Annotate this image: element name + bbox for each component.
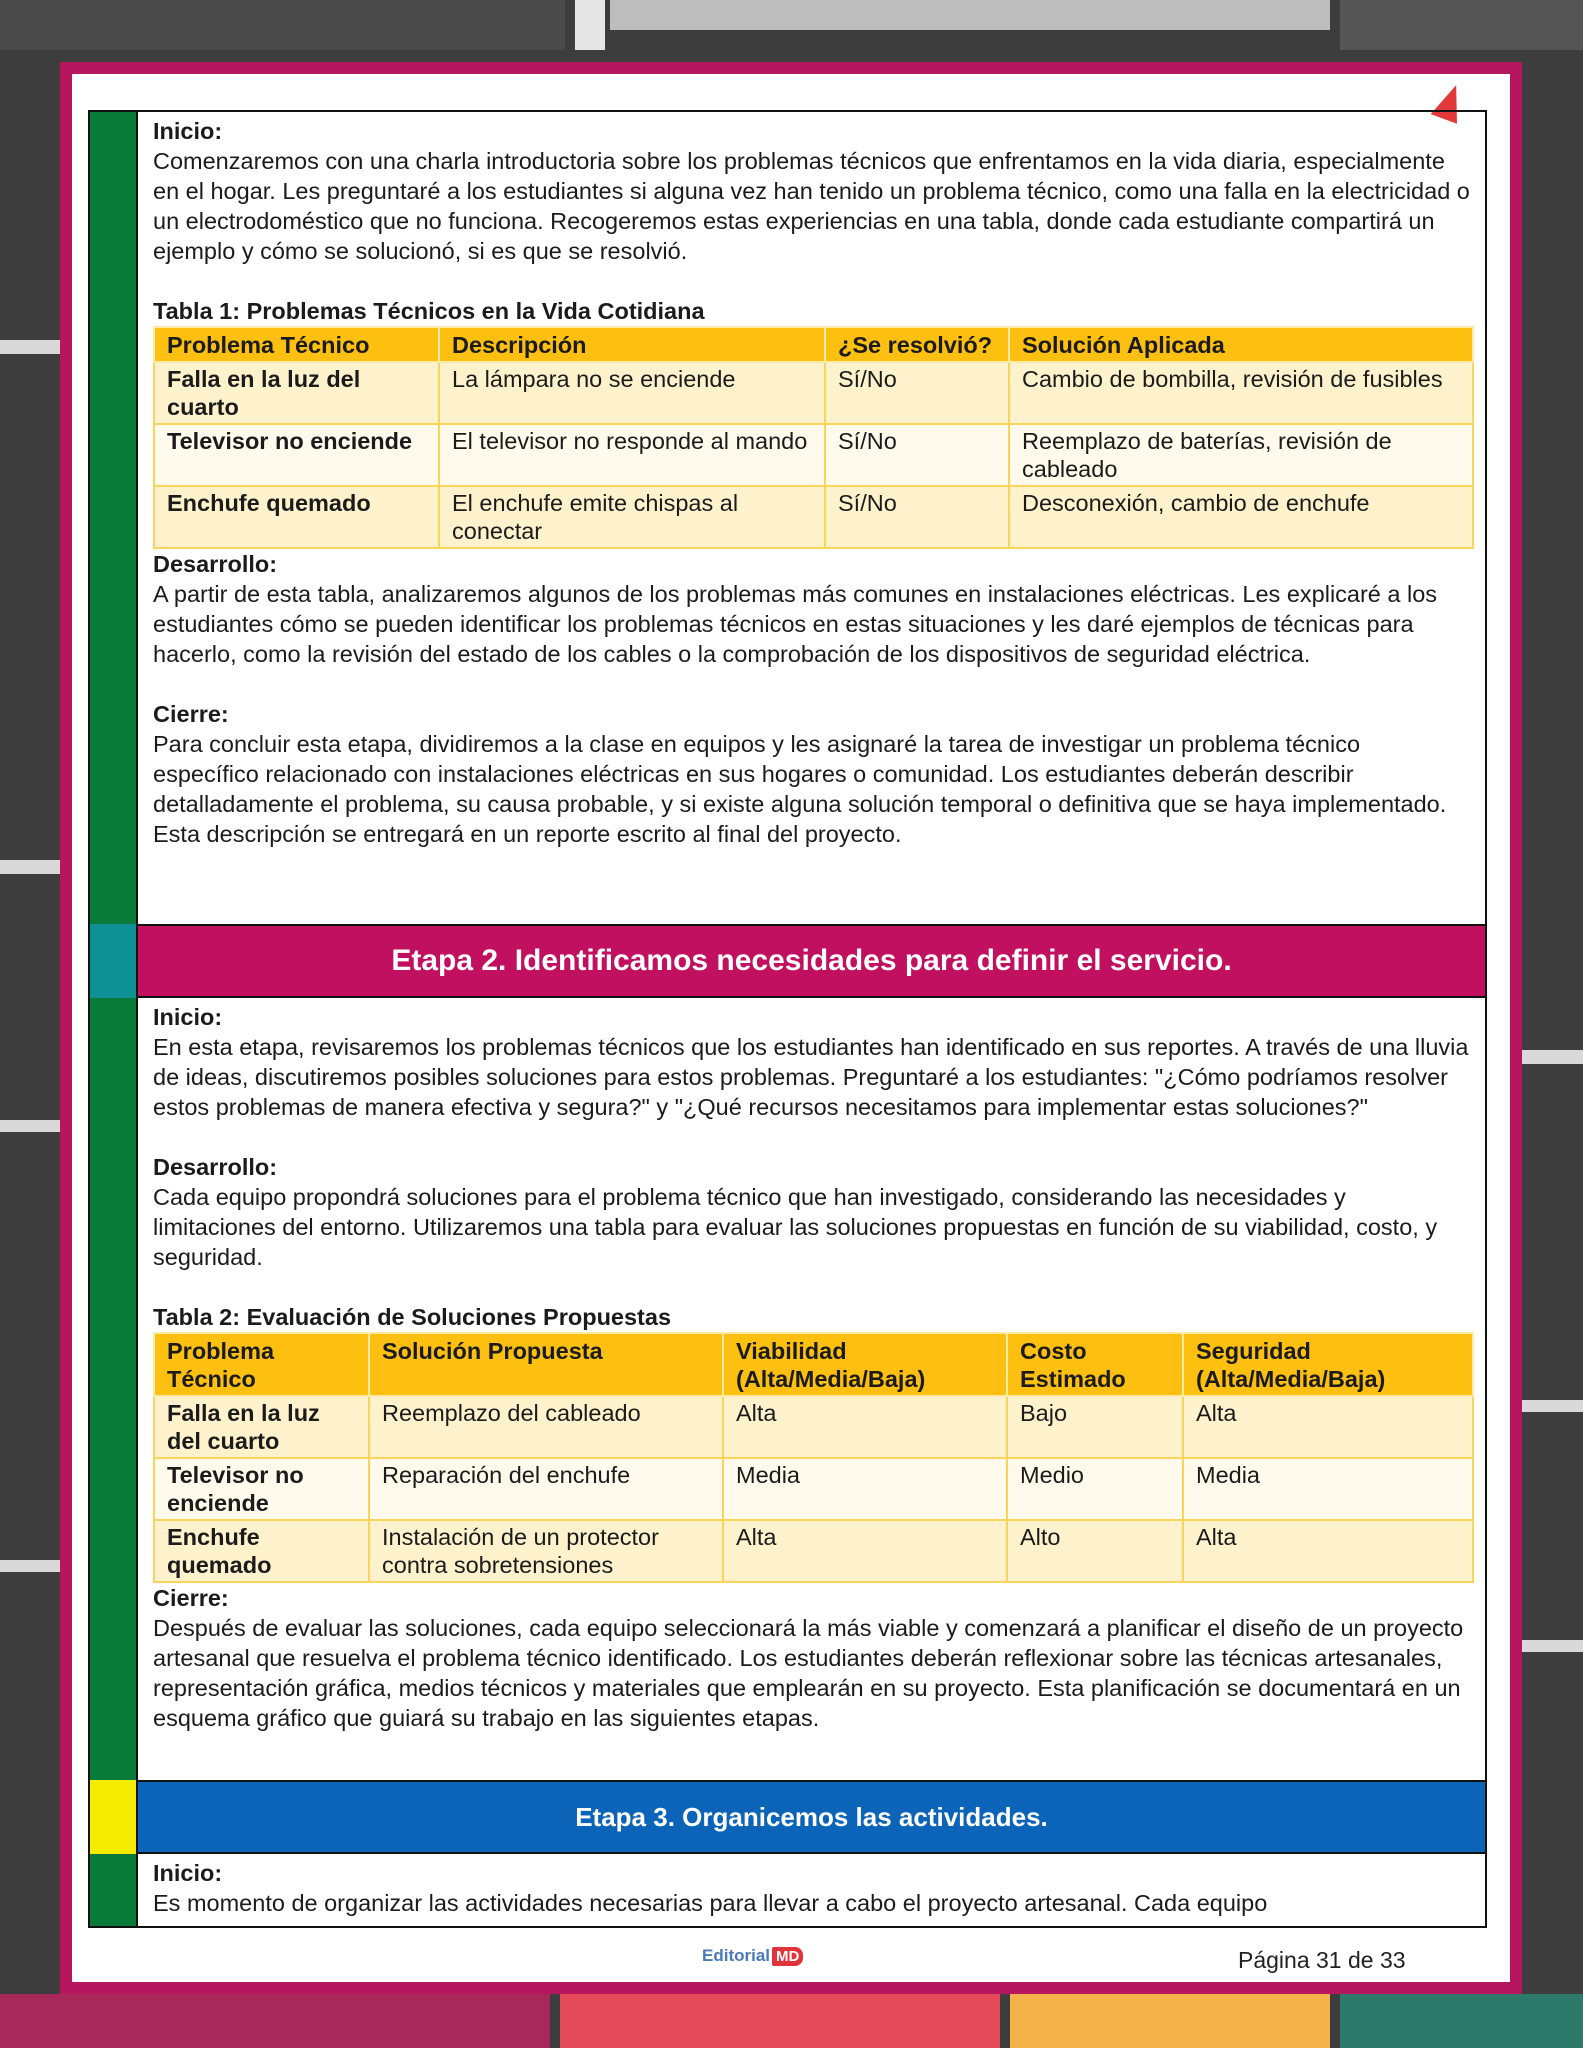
table-cell: Media [1183,1458,1473,1520]
table-row [154,1520,1473,1582]
table-cell: Sí/No [825,424,1009,486]
table-row [154,1396,1473,1458]
table-header-cell: Viabilidad (Alta/Media/Baja) [723,1333,1007,1396]
table-cell: Reemplazo de baterías, revisión de cableado [1009,424,1473,486]
stage2-banner: Etapa 2. Identificamos necesidades para definir el servicio. [138,924,1485,998]
inicio-label: Inicio: [153,1860,223,1886]
stage2-content [138,998,1485,1890]
table2-caption: Tabla 2: Evaluación de Soluciones Propuestas [153,1304,672,1330]
table-cell: Falla en la luz del cuarto [154,1396,369,1458]
desarrollo-text: A partir de esta tabla, analizaremos algunos de los problemas más comunes en instalaciones eléctricas. Les explicaré a los estudiantes cómo se pueden identificar los problemas técnicos en estas situaciones y les daré ejemplos de técnicas para hacerlo, como la revisión del estado de los cables o la comprobación de los dispositivos de seguridad eléctrica. [153,581,1438,667]
background-tile [610,0,1330,30]
table-header-cell: Seguridad (Alta/Media/Baja) [1183,1333,1473,1396]
inicio-text: En esta etapa, revisaremos los problemas técnicos que los estudiantes han identificado en sus reportes. A través de una lluvia de ideas, discutiremos posibles soluciones para estos problemas. Preguntaré a los estudiantes: "¿Cómo podríamos resolver estos problemas de manera efectiva y segura?" y "¿Qué recursos necesitamos para implementar estas soluciones?" [153,1034,1469,1120]
inicio-text: Es momento de organizar las actividades necesarias para llevar a cabo el proyecto artesanal. Cada equipo [153,1890,1268,1916]
background-tile [1522,1400,1583,1412]
table-cell: Bajo [1007,1396,1183,1458]
table-header-cell: ¿Se resolvió? [825,327,1009,362]
table-row [154,1458,1473,1520]
inicio-label: Inicio: [153,118,223,144]
lesson-plan-frame [88,110,1487,1928]
table-cell: Televisor no enciende [154,424,439,486]
background-tile [0,0,565,50]
table-header-cell: Descripción [439,327,825,362]
table-cell: Enchufe quemado [154,486,439,548]
desarrollo-label: Desarrollo: [153,1154,278,1180]
background-tile [1522,1640,1583,1652]
table-cell: Alta [723,1396,1007,1458]
table-cell: Alta [1183,1520,1473,1582]
inicio-text: Comenzaremos con una charla introductoria sobre los problemas técnicos que enfrentamos en la vida diaria, especialmente en el hogar. Les preguntaré a los estudiantes si alguna vez han tenido un problema técnico, como una falla en la electricidad o un electrodoméstico que no funciona. Recogeremos estas experiencias en una tabla, donde cada estudiante compartirá un ejemplo y cómo se solucionó, si es que se resolvió. [153,148,1470,264]
table-cell: Sí/No [825,362,1009,424]
desarrollo-label: Desarrollo: [153,551,278,577]
desarrollo-text: Cada equipo propondrá soluciones para el problema técnico que han investigado, considerando las necesidades y limitaciones del entorno. Utilizaremos una tabla para evaluar las soluciones propuestas en función de su viabilidad, costo, y seguridad. [153,1184,1438,1270]
table-cell: El televisor no responde al mando [439,424,825,486]
table-row [154,362,1473,424]
cierre-label: Cierre: [153,1585,229,1611]
table-cell: Media [723,1458,1007,1520]
background-tile [0,340,60,354]
table2 [153,1332,1474,1583]
table-cell: Televisor no enciende [154,1458,369,1520]
table-header-cell: Solución Propuesta [369,1333,723,1396]
background-tile [560,1994,1000,2048]
background-tile [575,0,605,50]
table-cell: Alta [723,1520,1007,1582]
page-number: Página 31 de 33 [1238,1947,1406,1973]
stage1-content [138,112,1485,924]
table-header-row [154,1333,1473,1396]
stage2-side-bar [90,998,138,1890]
stage1-side-bar [90,112,138,924]
logo-mark: MD [772,1947,803,1966]
cierre-label: Cierre: [153,701,229,727]
table-row [154,486,1473,548]
background-tile [1340,1994,1583,2048]
table-cell: Reparación del enchufe [369,1458,723,1520]
table-cell: La lámpara no se enciende [439,362,825,424]
background-tile [1522,1050,1583,1064]
table-header-row [154,327,1473,362]
logo-text: Editorial [702,1946,771,1965]
table-cell: Reemplazo del cableado [369,1396,723,1458]
cierre-text: Después de evaluar las soluciones, cada equipo seleccionará la más viable y comenzará a planificar el diseño de un proyecto artesanal que resuelva el problema técnico identificado. Los estudiantes deberán reflexionar sobre las técnicas artesanales, representación gráfica, medios técnicos y materiales que emplearán en su proyecto. Esta planificación se documentará en un esquema gráfico que guiará su trabajo en las siguientes etapas. [153,1615,1464,1731]
background-tile [1340,0,1583,50]
stage3-side-bar [90,1854,138,1926]
background-tile [0,860,60,874]
table-header-cell: Costo Estimado [1007,1333,1183,1396]
table-header-cell: Problema Técnico [154,327,439,362]
background-tile [0,1120,60,1132]
table-header-cell: Problema Técnico [154,1333,369,1396]
table-row [154,424,1473,486]
table-cell: El enchufe emite chispas al conectar [439,486,825,548]
cierre-text: Para concluir esta etapa, dividiremos a la clase en equipos y les asignaré la tarea de investigar un problema técnico específico relacionado con instalaciones eléctricas en sus hogares o comunidad. Los estudiantes deberán describir detalladamente el problema, su causa probable, y si existe alguna solución temporal o definitiva que se haya implementado. Esta descripción se entregará en un reporte escrito al final del proyecto. [153,731,1447,847]
table-cell: Enchufe quemado [154,1520,369,1582]
table-cell: Desconexión, cambio de enchufe [1009,486,1473,548]
table-cell: Cambio de bombilla, revisión de fusibles [1009,362,1473,424]
table-cell: Sí/No [825,486,1009,548]
table-header-cell: Solución Aplicada [1009,327,1473,362]
stage3-side-marker [90,1780,138,1854]
table-cell: Instalación de un protector contra sobretensiones [369,1520,723,1582]
table1 [153,326,1474,549]
stage2-side-marker [90,924,138,998]
table1-caption: Tabla 1: Problemas Técnicos en la Vida Cotidiana [153,298,705,324]
background-tile [0,1560,60,1572]
inicio-label: Inicio: [153,1004,223,1030]
table-cell: Medio [1007,1458,1183,1520]
background-tile [1010,1994,1330,2048]
stage3-banner: Etapa 3. Organicemos las actividades. [138,1780,1485,1854]
stage3-content [138,1854,1485,1926]
table-cell: Falla en la luz del cuarto [154,362,439,424]
background-tile [0,1994,550,2048]
table-cell: Alto [1007,1520,1183,1582]
table-cell: Alta [1183,1396,1473,1458]
publisher-logo [702,1946,803,1966]
